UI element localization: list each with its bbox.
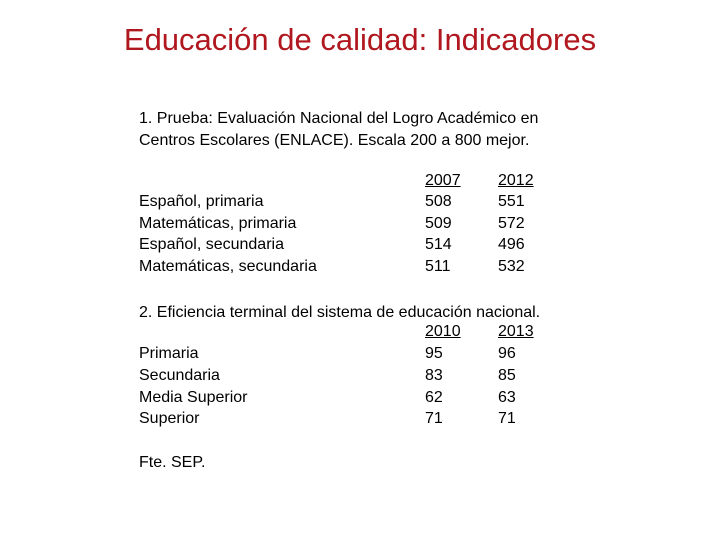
section1-heading-line2: Centros Escolares (ENLACE). Escala 200 a 800 mejor.: [139, 132, 530, 149]
section1-year-2: 2012: [498, 172, 534, 189]
row-label: Media Superior: [139, 389, 248, 406]
row-value-1: 95: [425, 345, 443, 362]
row-value-2: 71: [498, 410, 516, 427]
row-value-2: 572: [498, 215, 525, 232]
row-value-1: 83: [425, 367, 443, 384]
row-label: Matemáticas, secundaria: [139, 258, 317, 275]
row-label: Primaria: [139, 345, 199, 362]
table-row: [0, 343, 720, 365]
row-value-1: 71: [425, 410, 443, 427]
table-row: [0, 365, 720, 387]
table-row: [0, 191, 720, 213]
row-value-2: 496: [498, 236, 525, 253]
section1-header-row: [0, 170, 720, 192]
row-value-2: 63: [498, 389, 516, 406]
row-label: Secundaria: [139, 367, 220, 384]
section2-year-2: 2013: [498, 323, 534, 340]
section2-year-1: 2010: [425, 323, 461, 340]
section1-heading-line1: 1. Prueba: Evaluación Nacional del Logro Académico en: [139, 110, 539, 127]
row-value-1: 508: [425, 193, 452, 210]
row-value-1: 511: [425, 258, 451, 275]
table-row: [0, 234, 720, 256]
section1-year-1: 2007: [425, 172, 461, 189]
row-label: Matemáticas, primaria: [139, 215, 297, 232]
row-value-2: 85: [498, 367, 516, 384]
section2-header-row: [0, 321, 720, 343]
row-value-1: 514: [425, 236, 452, 253]
table-row: [0, 387, 720, 409]
table-row: [0, 256, 720, 278]
row-value-1: 62: [425, 389, 443, 406]
row-label: Español, primaria: [139, 193, 264, 210]
section2-heading: 2. Eficiencia terminal del sistema de educación nacional.: [139, 304, 541, 321]
row-value-2: 551: [498, 193, 525, 210]
row-value-2: 532: [498, 258, 525, 275]
row-value-2: 96: [498, 345, 516, 362]
table-row: [0, 213, 720, 235]
row-label: Español, secundaria: [139, 236, 284, 253]
source-note: Fte. SEP.: [139, 454, 206, 471]
slide-title: Educación de calidad: Indicadores: [123, 22, 597, 57]
table-row: [0, 408, 720, 430]
row-label: Superior: [139, 410, 200, 427]
row-value-1: 509: [425, 215, 452, 232]
